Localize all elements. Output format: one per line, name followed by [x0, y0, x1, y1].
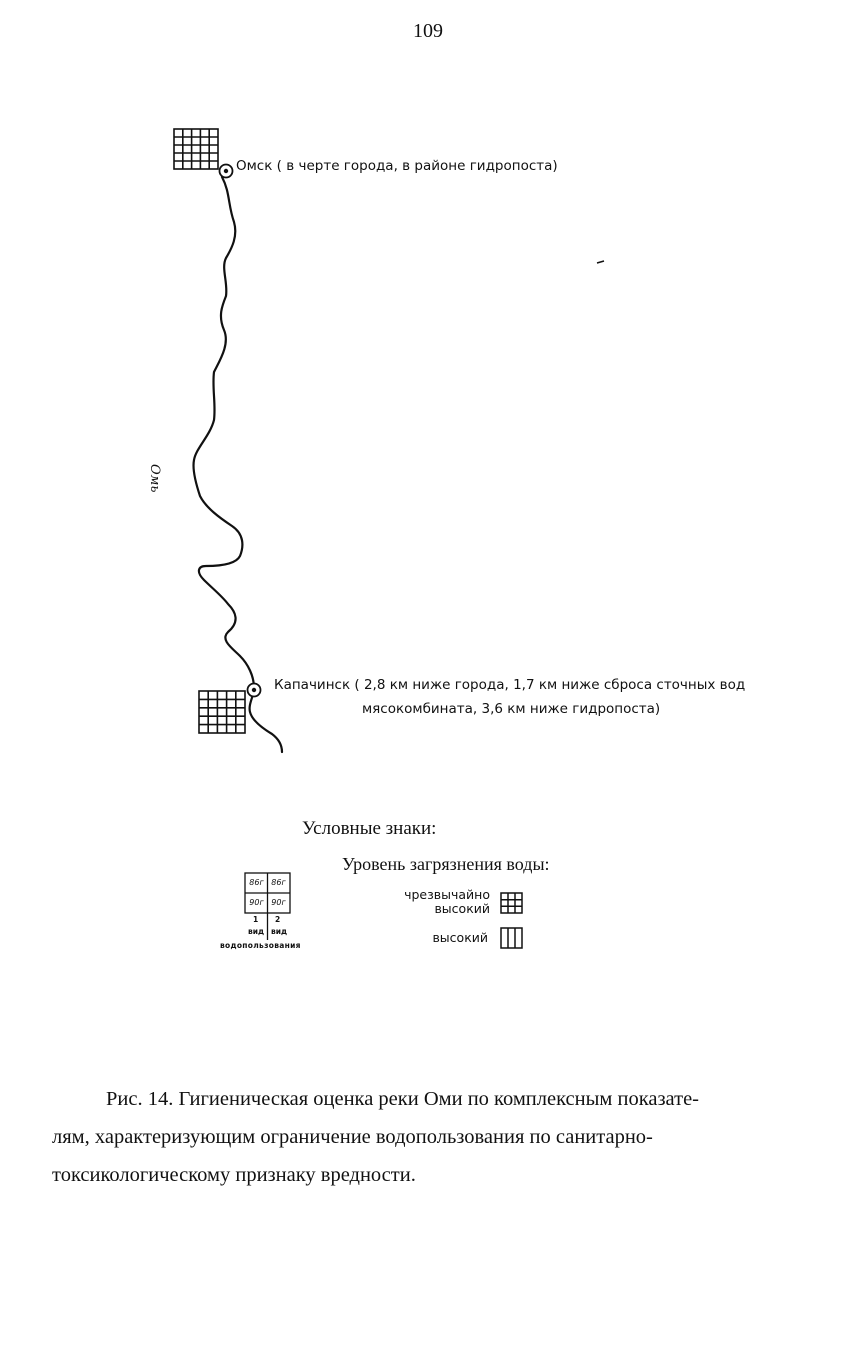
- key-col1-number: 1: [253, 915, 259, 924]
- kapachinsk-site-marker: [248, 684, 261, 697]
- key-col2-word: вид: [271, 927, 288, 936]
- key-cell-4: 90г: [271, 898, 286, 907]
- legend-high-level-label: высокий: [432, 930, 488, 945]
- key-cell-3: 90г: [249, 898, 264, 907]
- key-cell-2: 86г: [271, 878, 286, 887]
- key-col2-number: 2: [275, 915, 281, 924]
- river-om-line: [193, 177, 282, 752]
- figure-caption: [52, 1080, 802, 1194]
- legend-title: Условные знаки:: [302, 818, 437, 839]
- caption-line-3: токсикологическому признаку вредности.: [52, 1164, 416, 1186]
- page-number: 109: [413, 20, 443, 42]
- kapachinsk-site-label-line2: мясокомбината, 3,6 км ниже гидропоста): [362, 701, 661, 717]
- caption-line-2: лям, характеризующим ограничение водопользования по санитарно-: [52, 1126, 653, 1148]
- legend-grid-symbol: [501, 893, 522, 913]
- caption-line-1: Рис. 14. Гигиеническая оценка реки Оми по комплексным показате-: [106, 1088, 699, 1110]
- kapachinsk-site-label-line1: Капачинск ( 2,8 км ниже города, 1,7 км ниже сброса сточных вод: [274, 677, 746, 693]
- key-col1-word: вид: [248, 927, 265, 936]
- legend-extreme-line2: высокий: [434, 901, 490, 916]
- omsk-pollution-grid: [174, 129, 218, 169]
- legend-extreme-line1: чрезвычайно: [404, 887, 490, 902]
- key-cell-1: 86г: [249, 878, 264, 887]
- river-name-label: Омь: [147, 464, 162, 493]
- omsk-site-marker: [220, 165, 233, 178]
- legend-extreme-level-label: [386, 888, 490, 916]
- omsk-site-label: Омск ( в черте города, в районе гидропоста): [236, 158, 558, 174]
- kapachinsk-pollution-grid: [199, 691, 245, 733]
- key-bottom-label: водопользования: [220, 941, 301, 950]
- legend-vertical-lines-symbol: [501, 928, 522, 948]
- legend-subtitle: Уровень загрязнения воды:: [342, 854, 550, 874]
- scan-mark: [597, 261, 604, 263]
